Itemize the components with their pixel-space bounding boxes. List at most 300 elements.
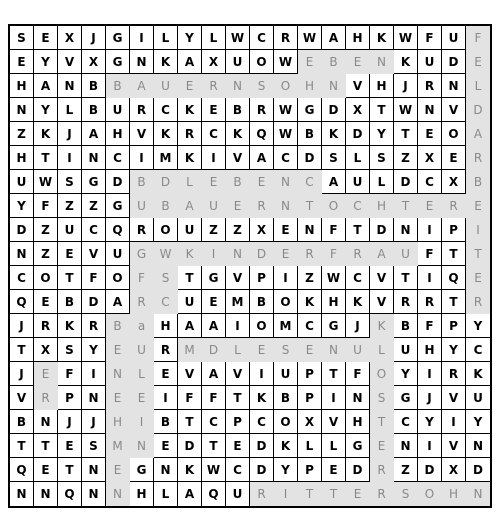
grid-cell[interactable]: O xyxy=(274,290,298,314)
grid-cell[interactable]: C xyxy=(10,266,34,290)
grid-cell[interactable]: B xyxy=(154,194,178,218)
grid-cell[interactable]: K xyxy=(34,122,58,146)
grid-cell[interactable]: I xyxy=(322,386,346,410)
grid-cell[interactable]: X xyxy=(442,170,466,194)
grid-cell[interactable]: C xyxy=(154,98,178,122)
grid-cell[interactable]: Z xyxy=(394,146,418,170)
grid-cell[interactable]: B xyxy=(58,290,82,314)
grid-cell[interactable]: C xyxy=(106,146,130,170)
grid-cell[interactable]: D xyxy=(178,434,202,458)
grid-cell[interactable]: Z xyxy=(58,194,82,218)
grid-cell[interactable]: N xyxy=(322,74,346,98)
grid-cell[interactable]: K xyxy=(370,314,394,338)
grid-cell[interactable]: O xyxy=(154,218,178,242)
grid-cell[interactable]: N xyxy=(106,362,130,386)
grid-cell[interactable]: V xyxy=(82,242,106,266)
grid-cell[interactable]: Y xyxy=(82,338,106,362)
grid-cell[interactable]: U xyxy=(442,26,466,50)
grid-cell[interactable]: I xyxy=(274,482,298,506)
grid-cell[interactable]: V xyxy=(226,266,250,290)
grid-cell[interactable]: a xyxy=(130,314,154,338)
grid-cell[interactable]: K xyxy=(154,50,178,74)
grid-cell[interactable]: E xyxy=(418,194,442,218)
grid-cell[interactable]: Y xyxy=(34,50,58,74)
grid-cell[interactable]: G xyxy=(106,194,130,218)
grid-cell[interactable]: D xyxy=(322,98,346,122)
grid-cell[interactable]: B xyxy=(106,314,130,338)
grid-cell[interactable]: O xyxy=(34,266,58,290)
grid-cell[interactable]: A xyxy=(322,26,346,50)
grid-cell[interactable]: I xyxy=(130,146,154,170)
grid-cell[interactable]: Z xyxy=(34,242,58,266)
grid-cell[interactable]: Q xyxy=(202,482,226,506)
grid-cell[interactable]: D xyxy=(154,170,178,194)
grid-cell[interactable]: K xyxy=(178,146,202,170)
grid-cell[interactable]: I xyxy=(202,146,226,170)
grid-cell[interactable]: Z xyxy=(10,122,34,146)
grid-cell[interactable]: C xyxy=(250,410,274,434)
grid-cell[interactable]: A xyxy=(178,482,202,506)
grid-cell[interactable]: V xyxy=(370,290,394,314)
grid-cell[interactable]: G xyxy=(130,458,154,482)
grid-cell[interactable]: N xyxy=(370,50,394,74)
grid-cell[interactable]: E xyxy=(250,170,274,194)
grid-cell[interactable]: Y xyxy=(370,122,394,146)
grid-cell[interactable]: R xyxy=(274,26,298,50)
grid-cell[interactable]: H xyxy=(370,74,394,98)
grid-cell[interactable]: B xyxy=(274,386,298,410)
grid-cell[interactable]: W xyxy=(274,98,298,122)
grid-cell[interactable]: H xyxy=(298,74,322,98)
grid-cell[interactable]: T xyxy=(442,242,466,266)
grid-cell[interactable]: L xyxy=(58,98,82,122)
grid-cell[interactable]: L xyxy=(226,338,250,362)
grid-cell[interactable]: A xyxy=(130,74,154,98)
grid-cell[interactable]: C xyxy=(298,314,322,338)
grid-cell[interactable]: D xyxy=(466,98,490,122)
grid-cell[interactable]: B xyxy=(394,314,418,338)
grid-cell[interactable]: Q xyxy=(106,218,130,242)
grid-cell[interactable]: E xyxy=(106,338,130,362)
grid-cell[interactable]: V xyxy=(130,122,154,146)
grid-cell[interactable]: Z xyxy=(226,218,250,242)
grid-cell[interactable]: K xyxy=(178,458,202,482)
grid-cell[interactable]: P xyxy=(58,386,82,410)
grid-cell[interactable]: V xyxy=(10,386,34,410)
grid-cell[interactable]: C xyxy=(274,146,298,170)
grid-cell[interactable]: N xyxy=(34,410,58,434)
grid-cell[interactable]: K xyxy=(250,386,274,410)
grid-cell[interactable]: N xyxy=(34,482,58,506)
grid-cell[interactable]: I xyxy=(418,434,442,458)
grid-cell[interactable]: N xyxy=(82,146,106,170)
grid-cell[interactable]: O xyxy=(442,122,466,146)
grid-cell[interactable]: U xyxy=(394,338,418,362)
grid-cell[interactable]: T xyxy=(322,482,346,506)
grid-cell[interactable]: X xyxy=(346,98,370,122)
grid-cell[interactable]: N xyxy=(226,242,250,266)
grid-cell[interactable]: B xyxy=(82,98,106,122)
grid-cell[interactable]: L xyxy=(322,434,346,458)
grid-cell[interactable]: A xyxy=(322,170,346,194)
grid-cell[interactable]: K xyxy=(394,50,418,74)
grid-cell[interactable]: T xyxy=(394,266,418,290)
grid-cell[interactable]: H xyxy=(10,74,34,98)
grid-cell[interactable]: U xyxy=(106,98,130,122)
grid-cell[interactable]: F xyxy=(178,386,202,410)
grid-cell[interactable]: D xyxy=(250,434,274,458)
grid-cell[interactable]: E xyxy=(10,50,34,74)
grid-cell[interactable]: F xyxy=(418,26,442,50)
grid-cell[interactable]: T xyxy=(370,410,394,434)
grid-cell[interactable]: B xyxy=(226,98,250,122)
grid-cell[interactable]: O xyxy=(322,194,346,218)
grid-cell[interactable]: Q xyxy=(58,482,82,506)
grid-cell[interactable]: X xyxy=(442,458,466,482)
grid-cell[interactable]: E xyxy=(154,362,178,386)
grid-cell[interactable]: K xyxy=(178,98,202,122)
grid-cell[interactable]: T xyxy=(178,410,202,434)
grid-cell[interactable]: A xyxy=(202,314,226,338)
grid-cell[interactable]: D xyxy=(298,146,322,170)
grid-cell[interactable]: E xyxy=(346,482,370,506)
grid-cell[interactable]: N xyxy=(394,218,418,242)
grid-cell[interactable]: M xyxy=(106,434,130,458)
grid-cell[interactable]: N xyxy=(130,434,154,458)
grid-cell[interactable]: U xyxy=(10,170,34,194)
grid-cell[interactable]: N xyxy=(466,482,490,506)
grid-cell[interactable]: F xyxy=(82,266,106,290)
grid-cell[interactable]: N xyxy=(106,482,130,506)
grid-cell[interactable]: V xyxy=(442,386,466,410)
grid-cell[interactable]: P xyxy=(298,458,322,482)
grid-cell[interactable]: S xyxy=(58,170,82,194)
grid-cell[interactable]: R xyxy=(130,218,154,242)
grid-cell[interactable]: K xyxy=(274,434,298,458)
grid-cell[interactable]: A xyxy=(466,122,490,146)
grid-cell[interactable]: E xyxy=(130,386,154,410)
grid-cell[interactable]: A xyxy=(178,194,202,218)
grid-cell[interactable]: N xyxy=(418,98,442,122)
grid-cell[interactable]: J xyxy=(58,122,82,146)
grid-cell[interactable]: R xyxy=(202,74,226,98)
grid-cell[interactable]: L xyxy=(130,362,154,386)
grid-cell[interactable]: E xyxy=(106,386,130,410)
grid-cell[interactable]: H xyxy=(10,146,34,170)
grid-cell[interactable]: C xyxy=(394,410,418,434)
grid-cell[interactable]: G xyxy=(82,170,106,194)
grid-cell[interactable]: H xyxy=(370,194,394,218)
grid-cell[interactable]: L xyxy=(466,74,490,98)
grid-cell[interactable]: L xyxy=(154,26,178,50)
grid-cell[interactable]: U xyxy=(130,194,154,218)
grid-cell[interactable]: L xyxy=(370,170,394,194)
grid-cell[interactable]: D xyxy=(10,218,34,242)
grid-cell[interactable]: D xyxy=(466,458,490,482)
grid-cell[interactable]: R xyxy=(394,290,418,314)
grid-cell[interactable]: K xyxy=(58,314,82,338)
grid-cell[interactable]: E xyxy=(346,50,370,74)
grid-cell[interactable]: Z xyxy=(34,218,58,242)
grid-cell[interactable]: D xyxy=(250,458,274,482)
grid-cell[interactable]: S xyxy=(58,338,82,362)
grid-cell[interactable]: R xyxy=(178,122,202,146)
grid-cell[interactable]: H xyxy=(346,410,370,434)
grid-cell[interactable]: H xyxy=(346,26,370,50)
grid-cell[interactable]: A xyxy=(34,74,58,98)
grid-cell[interactable]: T xyxy=(466,242,490,266)
grid-cell[interactable]: T xyxy=(58,266,82,290)
grid-cell[interactable]: N xyxy=(298,218,322,242)
grid-cell[interactable]: U xyxy=(178,290,202,314)
grid-cell[interactable]: R xyxy=(130,98,154,122)
grid-cell[interactable]: I xyxy=(442,410,466,434)
grid-cell[interactable]: F xyxy=(466,26,490,50)
grid-cell[interactable]: Q xyxy=(10,458,34,482)
grid-cell[interactable]: Y xyxy=(442,338,466,362)
grid-cell[interactable]: D xyxy=(202,338,226,362)
grid-cell[interactable]: R xyxy=(250,482,274,506)
grid-cell[interactable]: U xyxy=(202,194,226,218)
grid-cell[interactable]: B xyxy=(466,170,490,194)
grid-cell[interactable]: E xyxy=(298,338,322,362)
grid-cell[interactable]: D xyxy=(346,458,370,482)
grid-cell[interactable]: J xyxy=(82,410,106,434)
grid-cell[interactable]: D xyxy=(394,170,418,194)
grid-cell[interactable]: I xyxy=(226,314,250,338)
grid-cell[interactable]: N xyxy=(442,74,466,98)
grid-cell[interactable]: J xyxy=(10,314,34,338)
grid-cell[interactable]: I xyxy=(418,266,442,290)
grid-cell[interactable]: D xyxy=(418,458,442,482)
grid-cell[interactable]: K xyxy=(178,242,202,266)
grid-cell[interactable]: E xyxy=(34,26,58,50)
grid-cell[interactable]: G xyxy=(130,242,154,266)
grid-cell[interactable]: L xyxy=(154,482,178,506)
grid-cell[interactable]: J xyxy=(10,362,34,386)
grid-cell[interactable]: X xyxy=(34,338,58,362)
grid-cell[interactable]: C xyxy=(346,266,370,290)
grid-cell[interactable]: B xyxy=(10,410,34,434)
grid-cell[interactable]: K xyxy=(322,122,346,146)
grid-cell[interactable]: F xyxy=(130,266,154,290)
grid-cell[interactable]: R xyxy=(298,242,322,266)
grid-cell[interactable]: L xyxy=(298,434,322,458)
grid-cell[interactable]: O xyxy=(106,266,130,290)
grid-cell[interactable]: A xyxy=(370,242,394,266)
grid-cell[interactable]: Y xyxy=(394,362,418,386)
grid-cell[interactable]: T xyxy=(394,122,418,146)
grid-cell[interactable]: E xyxy=(58,434,82,458)
grid-cell[interactable]: T xyxy=(10,434,34,458)
grid-cell[interactable]: I xyxy=(274,266,298,290)
grid-cell[interactable]: R xyxy=(442,194,466,218)
grid-cell[interactable]: V xyxy=(322,410,346,434)
grid-cell[interactable]: T xyxy=(226,386,250,410)
grid-cell[interactable]: R xyxy=(34,386,58,410)
grid-cell[interactable]: X xyxy=(82,50,106,74)
grid-cell[interactable]: E xyxy=(226,194,250,218)
grid-cell[interactable]: T xyxy=(370,98,394,122)
grid-cell[interactable]: N xyxy=(82,386,106,410)
grid-cell[interactable]: V xyxy=(370,266,394,290)
grid-cell[interactable]: E xyxy=(370,434,394,458)
grid-cell[interactable]: I xyxy=(154,386,178,410)
grid-cell[interactable]: P xyxy=(250,266,274,290)
grid-cell[interactable]: N xyxy=(274,194,298,218)
grid-cell[interactable]: R xyxy=(250,194,274,218)
grid-cell[interactable]: V xyxy=(178,362,202,386)
grid-cell[interactable]: R xyxy=(370,458,394,482)
grid-cell[interactable]: N xyxy=(10,482,34,506)
grid-cell[interactable]: Q xyxy=(442,266,466,290)
grid-cell[interactable]: I xyxy=(130,410,154,434)
grid-cell[interactable]: C xyxy=(202,410,226,434)
grid-cell[interactable]: W xyxy=(274,50,298,74)
grid-cell[interactable]: E xyxy=(202,98,226,122)
grid-cell[interactable]: B xyxy=(298,122,322,146)
grid-cell[interactable]: I xyxy=(82,362,106,386)
grid-cell[interactable]: E xyxy=(466,266,490,290)
grid-cell[interactable]: U xyxy=(418,50,442,74)
grid-cell[interactable]: P xyxy=(298,362,322,386)
grid-cell[interactable]: W xyxy=(322,266,346,290)
grid-cell[interactable]: O xyxy=(418,482,442,506)
grid-cell[interactable]: J xyxy=(346,314,370,338)
grid-cell[interactable]: X xyxy=(250,218,274,242)
grid-cell[interactable]: G xyxy=(106,26,130,50)
grid-cell[interactable]: I xyxy=(418,362,442,386)
grid-cell[interactable]: C xyxy=(202,122,226,146)
grid-cell[interactable]: X xyxy=(58,26,82,50)
grid-cell[interactable]: H xyxy=(322,290,346,314)
grid-cell[interactable]: T xyxy=(322,362,346,386)
grid-cell[interactable]: E xyxy=(466,194,490,218)
grid-cell[interactable]: U xyxy=(130,338,154,362)
grid-cell[interactable]: V xyxy=(346,74,370,98)
grid-cell[interactable]: T xyxy=(298,194,322,218)
grid-cell[interactable]: Y xyxy=(10,194,34,218)
grid-cell[interactable]: B xyxy=(250,290,274,314)
grid-cell[interactable]: R xyxy=(34,314,58,338)
grid-cell[interactable]: E xyxy=(274,242,298,266)
grid-cell[interactable]: F xyxy=(58,362,82,386)
grid-cell[interactable]: C xyxy=(250,26,274,50)
grid-cell[interactable]: V xyxy=(58,50,82,74)
grid-cell[interactable]: Y xyxy=(466,410,490,434)
grid-cell[interactable]: F xyxy=(322,218,346,242)
grid-cell[interactable]: R xyxy=(466,146,490,170)
grid-cell[interactable]: S xyxy=(370,386,394,410)
grid-cell[interactable]: Q xyxy=(250,122,274,146)
grid-cell[interactable]: M xyxy=(274,314,298,338)
grid-cell[interactable]: H xyxy=(418,338,442,362)
grid-cell[interactable]: D xyxy=(106,170,130,194)
grid-cell[interactable]: N xyxy=(82,482,106,506)
grid-cell[interactable]: R xyxy=(130,290,154,314)
grid-cell[interactable]: O xyxy=(250,50,274,74)
grid-cell[interactable]: U xyxy=(58,218,82,242)
grid-cell[interactable]: U xyxy=(178,218,202,242)
grid-cell[interactable]: P xyxy=(442,218,466,242)
grid-cell[interactable]: E xyxy=(250,338,274,362)
grid-cell[interactable]: U xyxy=(274,362,298,386)
grid-cell[interactable]: K xyxy=(370,26,394,50)
grid-cell[interactable]: U xyxy=(466,386,490,410)
grid-cell[interactable]: Z xyxy=(202,218,226,242)
grid-cell[interactable]: F xyxy=(346,362,370,386)
grid-cell[interactable]: N xyxy=(154,458,178,482)
grid-cell[interactable]: K xyxy=(298,290,322,314)
grid-cell[interactable]: Y xyxy=(418,410,442,434)
grid-cell[interactable]: I xyxy=(130,26,154,50)
grid-cell[interactable]: I xyxy=(58,146,82,170)
grid-cell[interactable]: T xyxy=(178,266,202,290)
grid-cell[interactable]: G xyxy=(106,50,130,74)
grid-cell[interactable]: N xyxy=(130,50,154,74)
grid-cell[interactable]: D xyxy=(346,122,370,146)
grid-cell[interactable]: O xyxy=(274,74,298,98)
grid-cell[interactable]: A xyxy=(178,314,202,338)
grid-cell[interactable]: H xyxy=(106,122,130,146)
grid-cell[interactable]: Q xyxy=(10,290,34,314)
grid-cell[interactable]: E xyxy=(274,218,298,242)
grid-cell[interactable]: U xyxy=(346,170,370,194)
grid-cell[interactable]: R xyxy=(418,74,442,98)
grid-cell[interactable]: L xyxy=(370,338,394,362)
grid-cell[interactable]: I xyxy=(466,218,490,242)
grid-cell[interactable]: R xyxy=(82,314,106,338)
grid-cell[interactable]: C xyxy=(298,170,322,194)
grid-cell[interactable]: F xyxy=(322,242,346,266)
grid-cell[interactable]: R xyxy=(154,338,178,362)
grid-cell[interactable]: J xyxy=(82,26,106,50)
grid-cell[interactable]: C xyxy=(154,290,178,314)
grid-cell[interactable]: E xyxy=(202,170,226,194)
grid-cell[interactable]: T xyxy=(346,218,370,242)
grid-cell[interactable]: R xyxy=(370,482,394,506)
grid-cell[interactable]: W xyxy=(394,98,418,122)
grid-cell[interactable]: E xyxy=(202,290,226,314)
grid-cell[interactable]: U xyxy=(154,74,178,98)
grid-cell[interactable]: H xyxy=(106,410,130,434)
grid-cell[interactable]: W xyxy=(154,242,178,266)
grid-cell[interactable]: G xyxy=(298,98,322,122)
grid-cell[interactable]: T xyxy=(394,194,418,218)
grid-cell[interactable]: S xyxy=(250,74,274,98)
grid-cell[interactable]: E xyxy=(298,50,322,74)
grid-cell[interactable]: H xyxy=(442,482,466,506)
grid-cell[interactable]: J xyxy=(394,74,418,98)
grid-cell[interactable]: N xyxy=(322,338,346,362)
grid-cell[interactable]: B xyxy=(226,170,250,194)
grid-cell[interactable]: N xyxy=(82,458,106,482)
grid-cell[interactable]: A xyxy=(82,122,106,146)
grid-cell[interactable]: Z xyxy=(298,266,322,290)
grid-cell[interactable]: M xyxy=(154,146,178,170)
grid-cell[interactable]: C xyxy=(418,170,442,194)
grid-cell[interactable]: E xyxy=(178,74,202,98)
grid-cell[interactable]: U xyxy=(226,482,250,506)
grid-cell[interactable]: S xyxy=(82,434,106,458)
grid-cell[interactable]: W xyxy=(298,26,322,50)
grid-cell[interactable]: F xyxy=(34,194,58,218)
grid-cell[interactable]: N xyxy=(10,242,34,266)
grid-cell[interactable]: W xyxy=(226,26,250,50)
grid-cell[interactable]: Y xyxy=(274,458,298,482)
grid-cell[interactable]: N xyxy=(58,74,82,98)
grid-cell[interactable]: A xyxy=(106,290,130,314)
